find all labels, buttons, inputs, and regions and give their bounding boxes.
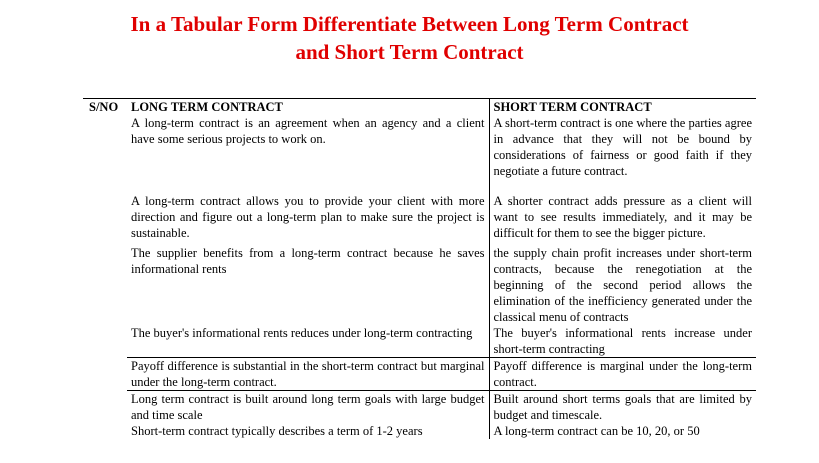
table-row [83, 325, 756, 358]
table-header-row [83, 99, 756, 116]
row-number [83, 358, 127, 391]
row-number [83, 115, 127, 193]
short-term-cell: A shorter contract adds pressure as a client will want to see results immediately, and it may be difficult for them to see the bigger picture. [493, 194, 752, 240]
long-term-cell: Long term contract is built around long term goals with large budget and time scale [127, 391, 489, 424]
table-row [83, 423, 756, 439]
row-number [83, 245, 127, 325]
title-line-2: and Short Term Contract [295, 40, 524, 64]
long-term-cell: Short-term contract typically describes a term of 1-2 years [127, 423, 489, 439]
row-number [83, 391, 127, 424]
table-row [83, 245, 756, 325]
table-row [83, 193, 756, 245]
short-term-cell: The buyer's informational rents increase under short-term contracting [493, 326, 752, 356]
title-line-1: In a Tabular Form Differentiate Between Long Term Contract [130, 12, 689, 36]
row-number [83, 193, 127, 245]
long-term-cell: A long-term contract is an agreement when an agency and a client have some serious projects to work on. [127, 115, 489, 193]
short-term-cell: the supply chain profit increases under short-term contracts, because the renegotiation at the beginning of the second period allows the elimination of the inefficiency generated under the classical menu of contracts [493, 246, 752, 324]
short-term-cell: A long-term contract can be 10, 20, or 50 [493, 424, 700, 438]
table-row [83, 115, 756, 193]
short-term-cell: Payoff difference is marginal under the long-term contract. [489, 358, 756, 391]
long-term-cell: A long-term contract allows you to provide your client with more direction and figure out a long-term plan to make sure the project is sustainable. [127, 193, 489, 245]
long-term-cell: The supplier benefits from a long-term contract because he saves informational rents [127, 245, 489, 325]
table-row [83, 391, 756, 424]
header-long-term: LONG TERM CONTRACT [127, 99, 489, 116]
row-number [83, 423, 127, 439]
short-term-cell: Built around short terms goals that are limited by budget and timescale. [489, 391, 756, 424]
header-short-term: SHORT TERM CONTRACT [489, 99, 756, 116]
short-term-cell: A short-term contract is one where the parties agree in advance that they will not be bound by considerations of fairness or good faith if they negotiate a future contract. [493, 116, 752, 178]
comparison-table [83, 98, 756, 439]
long-term-cell: The buyer's informational rents reduces under long-term contracting [127, 325, 489, 358]
header-sno: S/NO [83, 99, 127, 116]
long-term-cell: Payoff difference is substantial in the short-term contract but marginal under the long-term contract. [127, 358, 489, 391]
row-number [83, 325, 127, 358]
document-title [0, 10, 819, 66]
table-row [83, 358, 756, 391]
